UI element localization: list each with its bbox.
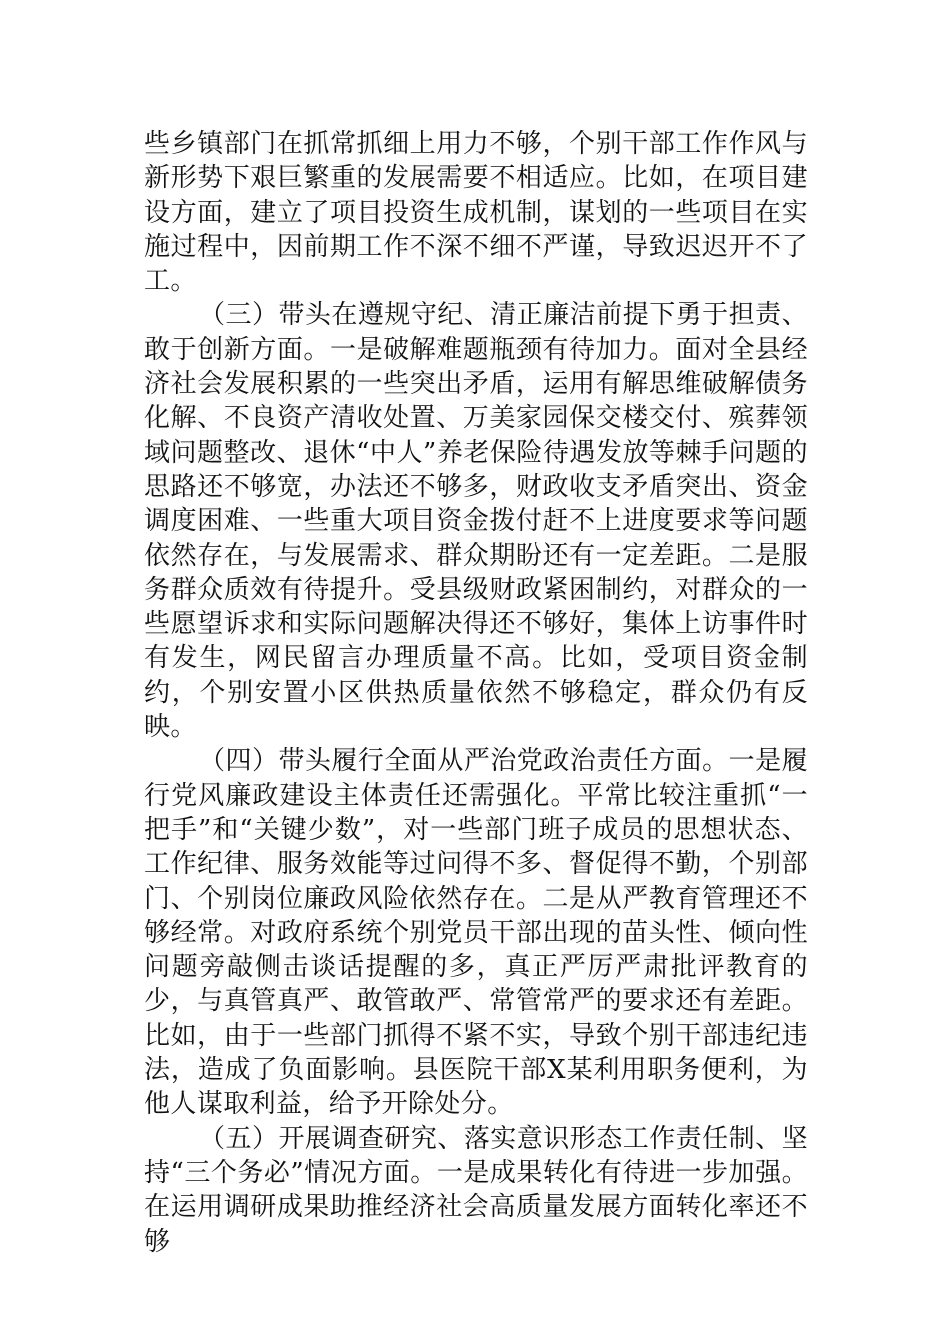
paragraph-section-three: （三）带头在遵规守纪、清正廉洁前提下勇于担责、敢于创新方面。一是破解难题瓶颈有待加力。面对全县经济社会发展积累的一些突出矛盾，运用有解思维破解债务化解、不良资产清收处置、万美家园保交楼交付、殡葬领域问题整改、退休“中人”养老保险待遇发放等棘手问题的思路还不够宽，办法还不够多，财政收支矛盾突出、资金调度困难、一些重大项目资金拨付赶不上进度要求等问题依然存在，与发展需求、群众期盼还有一定差距。二是服务群众质效有待提升。受县级财政紧困制约，对群众的一些愿望诉求和实际问题解决得还不够好，集体上访事件时有发生，网民留言办理质量不高。比如，受项目资金制约，个别安置小区供热质量依然不够稳定，群众仍有反映。 xyxy=(144,300,808,743)
paragraph-section-five: （五）开展调查研究、落实意识形态工作责任制、坚持“三个务必”情况方面。一是成果转化有待进一步加强。在运用调研成果助推经济社会高质量发展方面转化率还不够 xyxy=(144,1123,808,1257)
paragraph-section-four: （四）带头履行全面从严治党政治责任方面。一是履行党风廉政建设主体责任还需强化。平常比较注重抓“一把手”和“关键少数”，对一些部门班子成员的思想状态、工作纪律、服务效能等过问得不多、督促得不勤，个别部门、个别岗位廉政风险依然存在。二是从严教育管理还不够经常。对政府系统个别党员干部出现的苗头性、倾向性问题旁敲侧击谈话提醒的多，真正严厉严肃批评教育的少，与真管真严、敢管敢严、常管常严的要求还有差距。比如，由于一些部门抓得不紧不实，导致个别干部违纪违法，造成了负面影响。县医院干部X某利用职务便利，为他人谋取利益，给予开除处分。 xyxy=(144,746,808,1120)
document-body xyxy=(144,127,808,1259)
paragraph-continuation: 些乡镇部门在抓常抓细上用力不够，个别干部工作作风与新形势下艰巨繁重的发展需要不相适应。比如，在项目建设方面，建立了项目投资生成机制，谋划的一些项目在实施过程中，因前期工作不深不细不严谨，导致迟迟开不了工。 xyxy=(144,129,808,297)
